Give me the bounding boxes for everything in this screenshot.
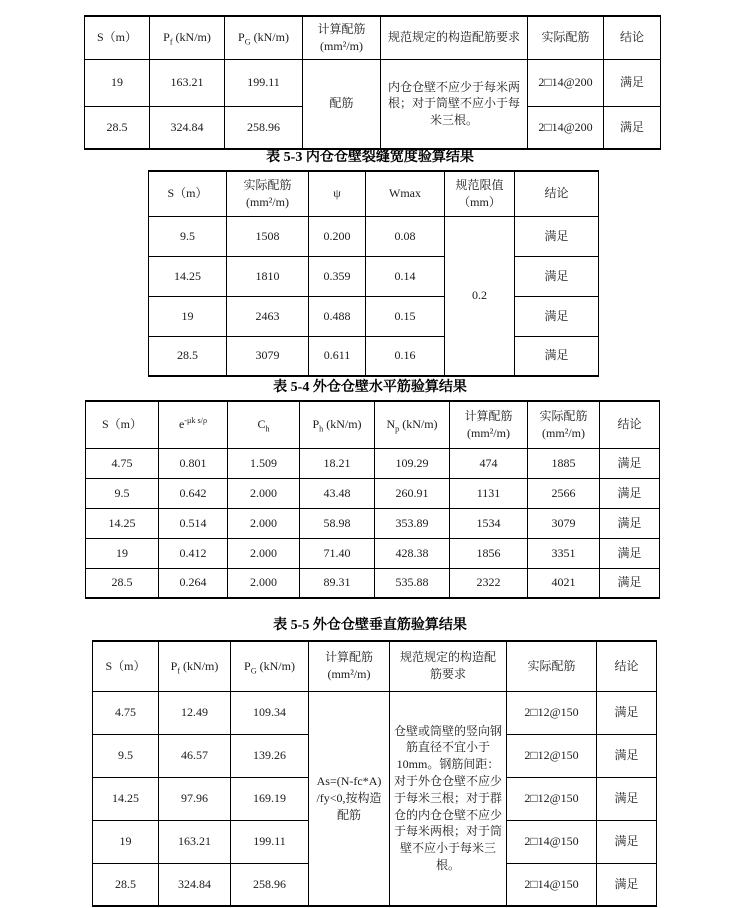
column-header-cell: S（m） — [86, 401, 159, 448]
data-cell: 满足 — [515, 296, 599, 336]
table-row — [85, 59, 661, 106]
column-header-cell: 计算配筋 (mm²/m) — [309, 641, 390, 691]
data-cell: 2.000 — [228, 508, 300, 538]
data-cell: 258.96 — [225, 106, 303, 149]
data-cell: 0.264 — [159, 568, 228, 598]
column-header-cell: $P_G$ (kN/m) — [225, 16, 303, 59]
subscript: p — [395, 424, 400, 434]
column-header-cell: ψ — [309, 171, 366, 216]
table-body — [93, 691, 657, 906]
column-header-cell: S（m） — [149, 171, 227, 216]
data-cell: 353.89 — [375, 508, 450, 538]
table-5-4-horizontal-rebar-results — [85, 400, 660, 599]
data-cell: 2463 — [227, 296, 309, 336]
data-cell: 0.611 — [309, 336, 366, 376]
data-cell: 0.200 — [309, 216, 366, 256]
data-cell: As=(N-fc*A) /fy<0,按构造 配筋 — [309, 691, 390, 906]
column-header-cell: 计算配筋 (mm²/m) — [303, 16, 381, 59]
column-header-cell: 结论 — [597, 641, 657, 691]
data-cell: 4.75 — [93, 691, 159, 734]
data-cell: 满足 — [597, 863, 657, 906]
data-cell: 0.16 — [366, 336, 445, 376]
data-cell: 满足 — [515, 336, 599, 376]
table-body — [86, 448, 660, 598]
table-header — [86, 401, 660, 448]
column-header-cell: $C_h$ — [228, 401, 300, 448]
data-cell: 3079 — [227, 336, 309, 376]
column-header-cell: $N_p$ (kN/m) — [375, 401, 450, 448]
table-5-4-title: 表 5-4 外仓仓壁水平筋验算结果 — [273, 380, 467, 395]
data-cell: 163.21 — [150, 59, 225, 106]
data-cell: 0.412 — [159, 538, 228, 568]
header-row — [85, 16, 661, 59]
column-header-cell: 结论 — [515, 171, 599, 216]
data-cell: 18.21 — [300, 448, 375, 478]
column-header-cell: 规范规定的构造配筋要求 — [381, 16, 528, 59]
data-cell: 28.5 — [85, 106, 150, 149]
table-row — [86, 508, 660, 538]
data-cell: 58.98 — [300, 508, 375, 538]
subscript: G — [244, 37, 251, 47]
column-header-cell: $e^{-\mu k s/\rho}$ — [159, 401, 228, 448]
data-cell: 满足 — [515, 216, 599, 256]
header-row — [86, 401, 660, 448]
data-cell: 2□14@150 — [507, 820, 597, 863]
data-cell: 2322 — [450, 568, 528, 598]
data-cell: 满足 — [597, 777, 657, 820]
data-cell: 28.5 — [93, 863, 159, 906]
data-cell: 0.514 — [159, 508, 228, 538]
column-header-cell: Wmax — [366, 171, 445, 216]
table-row — [86, 448, 660, 478]
data-cell: 满足 — [600, 478, 660, 508]
data-cell: 28.5 — [149, 336, 227, 376]
table-header — [85, 16, 661, 59]
subscript: G — [250, 666, 257, 676]
data-cell: 2□14@200 — [528, 59, 604, 106]
data-cell: 1885 — [528, 448, 600, 478]
column-header-cell: 实际配筋 — [528, 16, 604, 59]
data-cell: 2□12@150 — [507, 777, 597, 820]
data-cell: 1131 — [450, 478, 528, 508]
table-5-3-title: 表 5-3 内仓仓壁裂缝宽度验算结果 — [266, 150, 474, 165]
data-cell: 满足 — [600, 538, 660, 568]
header-row — [149, 171, 599, 216]
data-cell: 258.96 — [231, 863, 309, 906]
data-cell: 2□12@150 — [507, 734, 597, 777]
data-cell: 97.96 — [159, 777, 231, 820]
data-cell: 260.91 — [375, 478, 450, 508]
column-header-cell: $P_h$ (kN/m) — [300, 401, 375, 448]
table-vertical-rebar-continuation — [84, 15, 661, 150]
data-cell: 4021 — [528, 568, 600, 598]
data-cell: 2□14@200 — [528, 106, 604, 149]
data-cell: 满足 — [597, 820, 657, 863]
data-cell: 2□12@150 — [507, 691, 597, 734]
data-cell: 139.26 — [231, 734, 309, 777]
data-cell: 324.84 — [150, 106, 225, 149]
data-cell: 2□14@150 — [507, 863, 597, 906]
data-cell: 3351 — [528, 538, 600, 568]
column-header-cell: 规范限值 （mm） — [445, 171, 515, 216]
data-cell: 9.5 — [93, 734, 159, 777]
table-5-3-crack-width-results — [148, 170, 599, 377]
column-header-cell: 实际配筋 — [507, 641, 597, 691]
data-cell: 满足 — [600, 448, 660, 478]
table-body — [85, 59, 661, 149]
table-header — [149, 171, 599, 216]
table-row — [93, 691, 657, 734]
data-cell: 2.000 — [228, 568, 300, 598]
table-header — [93, 641, 657, 691]
data-cell: 满足 — [604, 106, 661, 149]
table-row — [149, 216, 599, 256]
subscript: h — [265, 424, 270, 434]
data-cell: 0.2 — [445, 216, 515, 376]
data-cell: 0.359 — [309, 256, 366, 296]
data-cell: 163.21 — [159, 820, 231, 863]
data-cell: 0.801 — [159, 448, 228, 478]
data-cell: 仓壁或筒壁的竖向钢筋直径不宜小于10mm。钢筋间距：对于外仓仓壁不应少于每米三根；对于群仓的内仓仓壁不应少于每米两根；对于筒壁不应小于每米三根。 — [390, 691, 507, 906]
data-cell: 满足 — [597, 691, 657, 734]
data-cell: 89.31 — [300, 568, 375, 598]
data-cell: 1508 — [227, 216, 309, 256]
table-5-5-title: 表 5-5 外仓仓壁垂直筋验算结果 — [273, 618, 467, 633]
column-header-cell: $P_f$ (kN/m) — [159, 641, 231, 691]
subscript: h — [319, 424, 324, 434]
data-cell: 109.29 — [375, 448, 450, 478]
table-5-5-vertical-rebar-results — [92, 640, 657, 907]
data-cell: 2.000 — [228, 538, 300, 568]
data-cell: 满足 — [600, 508, 660, 538]
data-cell: 19 — [93, 820, 159, 863]
data-cell: 满足 — [515, 256, 599, 296]
data-cell: 43.48 — [300, 478, 375, 508]
data-cell: 109.34 — [231, 691, 309, 734]
table-body — [149, 216, 599, 376]
data-cell: 满足 — [597, 734, 657, 777]
subscript: f — [169, 37, 173, 47]
data-cell: 46.57 — [159, 734, 231, 777]
data-cell: 169.19 — [231, 777, 309, 820]
data-cell: 0.08 — [366, 216, 445, 256]
data-cell: 0.14 — [366, 256, 445, 296]
data-cell: 1534 — [450, 508, 528, 538]
column-header-cell: $P_G$ (kN/m) — [231, 641, 309, 691]
data-cell: 0.15 — [366, 296, 445, 336]
data-cell: 71.40 — [300, 538, 375, 568]
data-cell: 0.488 — [309, 296, 366, 336]
data-cell: 配筋 — [303, 59, 381, 149]
data-cell: 19 — [85, 59, 150, 106]
column-header-cell: S（m） — [85, 16, 150, 59]
data-cell: 4.75 — [86, 448, 159, 478]
data-cell: 9.5 — [149, 216, 227, 256]
data-cell: 2566 — [528, 478, 600, 508]
data-cell: 474 — [450, 448, 528, 478]
column-header-cell: S（m） — [93, 641, 159, 691]
data-cell: 428.38 — [375, 538, 450, 568]
table-row — [86, 478, 660, 508]
superscript: -μk s/ρ — [184, 416, 208, 426]
data-cell: 1856 — [450, 538, 528, 568]
table-row — [149, 256, 599, 296]
column-header-cell: $P_f$ (kN/m) — [150, 16, 225, 59]
table-row — [86, 568, 660, 598]
data-cell: 内仓仓壁不应少于每米两根；对于筒壁不应小于每米三根。 — [381, 59, 528, 149]
data-cell: 满足 — [600, 568, 660, 598]
data-cell: 19 — [86, 538, 159, 568]
data-cell: 199.11 — [231, 820, 309, 863]
data-cell: 14.25 — [149, 256, 227, 296]
data-cell: 9.5 — [86, 478, 159, 508]
header-row — [93, 641, 657, 691]
table-row — [149, 336, 599, 376]
data-cell: 14.25 — [93, 777, 159, 820]
data-cell: 19 — [149, 296, 227, 336]
column-header-cell: 计算配筋 (mm²/m) — [450, 401, 528, 448]
data-cell: 14.25 — [86, 508, 159, 538]
column-header-cell: 结论 — [604, 16, 661, 59]
table-row — [149, 296, 599, 336]
data-cell: 1810 — [227, 256, 309, 296]
data-cell: 535.88 — [375, 568, 450, 598]
column-header-cell: 结论 — [600, 401, 660, 448]
data-cell: 满足 — [604, 59, 661, 106]
subscript: f — [177, 666, 181, 676]
data-cell: 0.642 — [159, 478, 228, 508]
column-header-cell: 实际配筋 (mm²/m) — [227, 171, 309, 216]
data-cell: 1.509 — [228, 448, 300, 478]
data-cell: 2.000 — [228, 478, 300, 508]
table-row — [86, 538, 660, 568]
column-header-cell: 实际配筋 (mm²/m) — [528, 401, 600, 448]
data-cell: 324.84 — [159, 863, 231, 906]
data-cell: 12.49 — [159, 691, 231, 734]
data-cell: 3079 — [528, 508, 600, 538]
column-header-cell: 规范规定的构造配 筋要求 — [390, 641, 507, 691]
data-cell: 28.5 — [86, 568, 159, 598]
data-cell: 199.11 — [225, 59, 303, 106]
